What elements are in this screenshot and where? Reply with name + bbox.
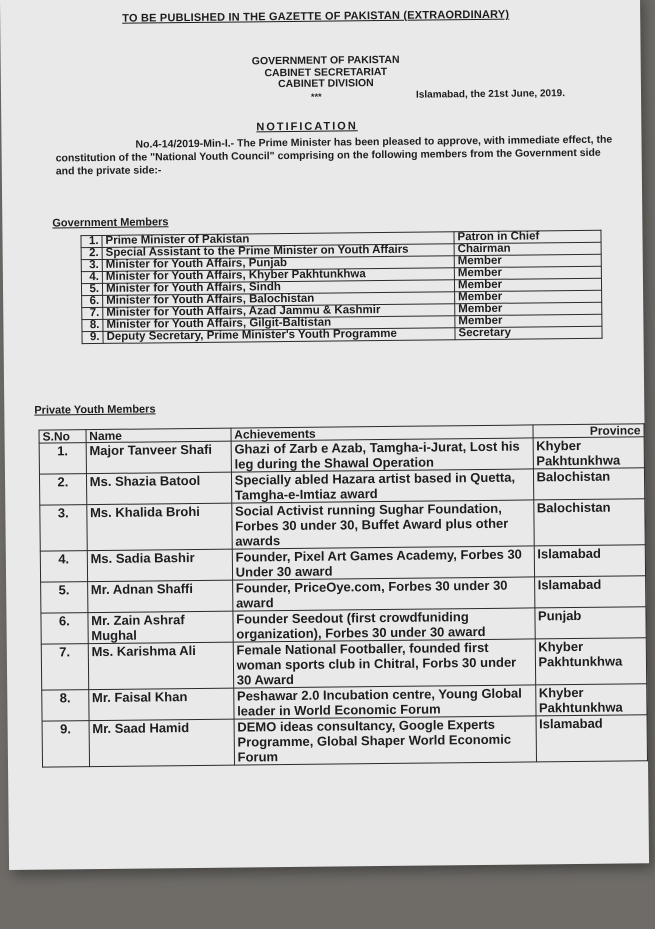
header-secretariat: CABINET SECRETARIAT [264, 65, 388, 80]
column-header-name: Name [86, 428, 231, 443]
member-role: Chairman [454, 242, 601, 256]
row-number: 6. [82, 295, 103, 307]
member-achievements: Specially abled Hazara artist based in Quetta, Tamgha-e-Imtiaz award [231, 469, 533, 503]
member-role: Patron in Chief [454, 230, 601, 244]
row-number: 5. [81, 283, 102, 295]
member-province: Islamabad [534, 545, 646, 577]
member-achievements: Founder Seedout (first crowdfuniding organization), Forbes 30 under 30 award [233, 608, 535, 642]
member-achievements: Founder, PriceOye.com, Forbes 30 under 30 award [232, 577, 534, 611]
row-number: 4. [40, 551, 87, 582]
header-stars: *** [310, 91, 322, 102]
member-province: Khyber Pakhtunkhwa [535, 684, 647, 716]
member-name: Ms. Shazia Batool [86, 472, 231, 505]
member-name: Mr. Faisal Khan [88, 688, 233, 721]
member-role: Member [454, 278, 601, 292]
header-government: GOVERNMENT OF PAKISTAN [251, 53, 400, 68]
member-role: Secretary [455, 326, 602, 340]
member-role: Member [455, 314, 602, 328]
member-role: Member [454, 266, 601, 280]
row-number: 5. [41, 582, 88, 613]
member-province: Islamabad [536, 715, 648, 762]
row-number: 2. [39, 474, 86, 505]
column-header-sno: S.No [39, 430, 86, 443]
column-header-province: Province [532, 424, 644, 438]
table-row [40, 499, 645, 551]
member-province: Balochistan [533, 468, 645, 500]
member-title: Minister for Youth Affairs, Gilgit-Baltistan [103, 316, 455, 332]
member-achievements: DEMO ideas consultancy, Google Experts Programme, Global Shaper World Economic Forum [234, 716, 536, 765]
member-title: Prime Minister of Pakistan [102, 232, 454, 248]
member-name: Major Tanveer Shafi [86, 441, 231, 474]
row-number: 9. [82, 331, 103, 343]
row-number: 3. [40, 505, 87, 551]
row-number: 1. [81, 235, 102, 247]
member-achievements: Female National Footballer, founded first woman sports club in Chitral, Forbs 30 under 30 Award [233, 639, 535, 688]
member-name: Ms. Karishma Ali [88, 642, 233, 690]
government-members-heading: Government Members [52, 216, 169, 230]
member-province: Punjab [534, 607, 646, 639]
row-number: 6. [41, 613, 88, 644]
row-number: 7. [82, 307, 103, 319]
member-name: Ms. Sadia Bashir [87, 549, 232, 582]
member-title: Minister for Youth Affairs, Sindh [102, 280, 454, 296]
row-number: 9. [42, 721, 89, 767]
row-number: 1. [39, 443, 86, 474]
row-number: 7. [41, 644, 88, 690]
table-row [42, 715, 647, 767]
private-members-heading: Private Youth Members [34, 403, 156, 417]
member-province: Khyber Pakhtunkhwa [533, 437, 645, 469]
member-title: Special Assistant to the Prime Minister on Youth Affairs [102, 244, 454, 260]
row-number: 8. [82, 319, 103, 331]
private-members-table [39, 423, 649, 767]
notification-body: No.4-14/2019-Min-I.- The Prime Minister has been pleased to approve, with immediate effect, the constitution of the "National Youth Council" comprising on the following members from the Government side and the private side:- [55, 133, 613, 178]
member-province: Balochistan [533, 499, 645, 546]
member-title: Deputy Secretary, Prime Minister's Youth Programme [103, 328, 455, 344]
member-title: Minister for Youth Affairs, Khyber Pakhtunkhwa [102, 268, 454, 284]
row-number: 8. [42, 690, 89, 721]
government-members-table [80, 230, 602, 344]
member-name: Mr. Adnan Shaffi [87, 580, 232, 613]
member-achievements: Social Activist running Sughar Foundation, Forbes 30 under 30, Buffet Award plus other awards [231, 500, 533, 549]
member-title: Minister for Youth Affairs, Balochistan [103, 292, 455, 308]
row-number: 2. [81, 247, 102, 259]
gazette-title: TO BE PUBLISHED IN THE GAZETTE OF PAKISTAN (EXTRAORDINARY) [122, 8, 510, 25]
member-role: Member [455, 290, 602, 304]
column-header-achievements: Achievements [231, 425, 533, 441]
member-title: Minister for Youth Affairs, Azad Jammu & Kashmir [103, 304, 455, 320]
member-role: Member [454, 254, 601, 268]
member-achievements: Ghazi of Zarb e Azab, Tamgha-i-Jurat, Lost his leg during the Shawal Operation [231, 438, 533, 472]
row-number: 4. [81, 271, 102, 283]
member-name: Ms. Khalida Brohi [86, 503, 231, 551]
place-date: Islamabad, the 21st June, 2019. [415, 88, 566, 101]
header-division: CABINET DIVISION [277, 77, 374, 91]
member-achievements: Peshawar 2.0 Incubation centre, Young Global leader in World Economic Forum [233, 685, 535, 719]
row-number: 3. [81, 259, 102, 271]
member-role: Member [455, 302, 602, 316]
member-name: Mr. Zain Ashraf Mughal [88, 611, 233, 644]
member-name: Mr. Saad Hamid [89, 719, 234, 767]
notification-title: NOTIFICATION [256, 120, 358, 134]
member-province: Islamabad [534, 576, 646, 608]
member-title: Minister for Youth Affairs, Punjab [102, 256, 454, 272]
table-row [41, 638, 646, 690]
member-achievements: Founder, Pixel Art Games Academy, Forbes 30 Under 30 award [232, 546, 534, 580]
member-province: Khyber Pakhtunkhwa [535, 638, 647, 685]
